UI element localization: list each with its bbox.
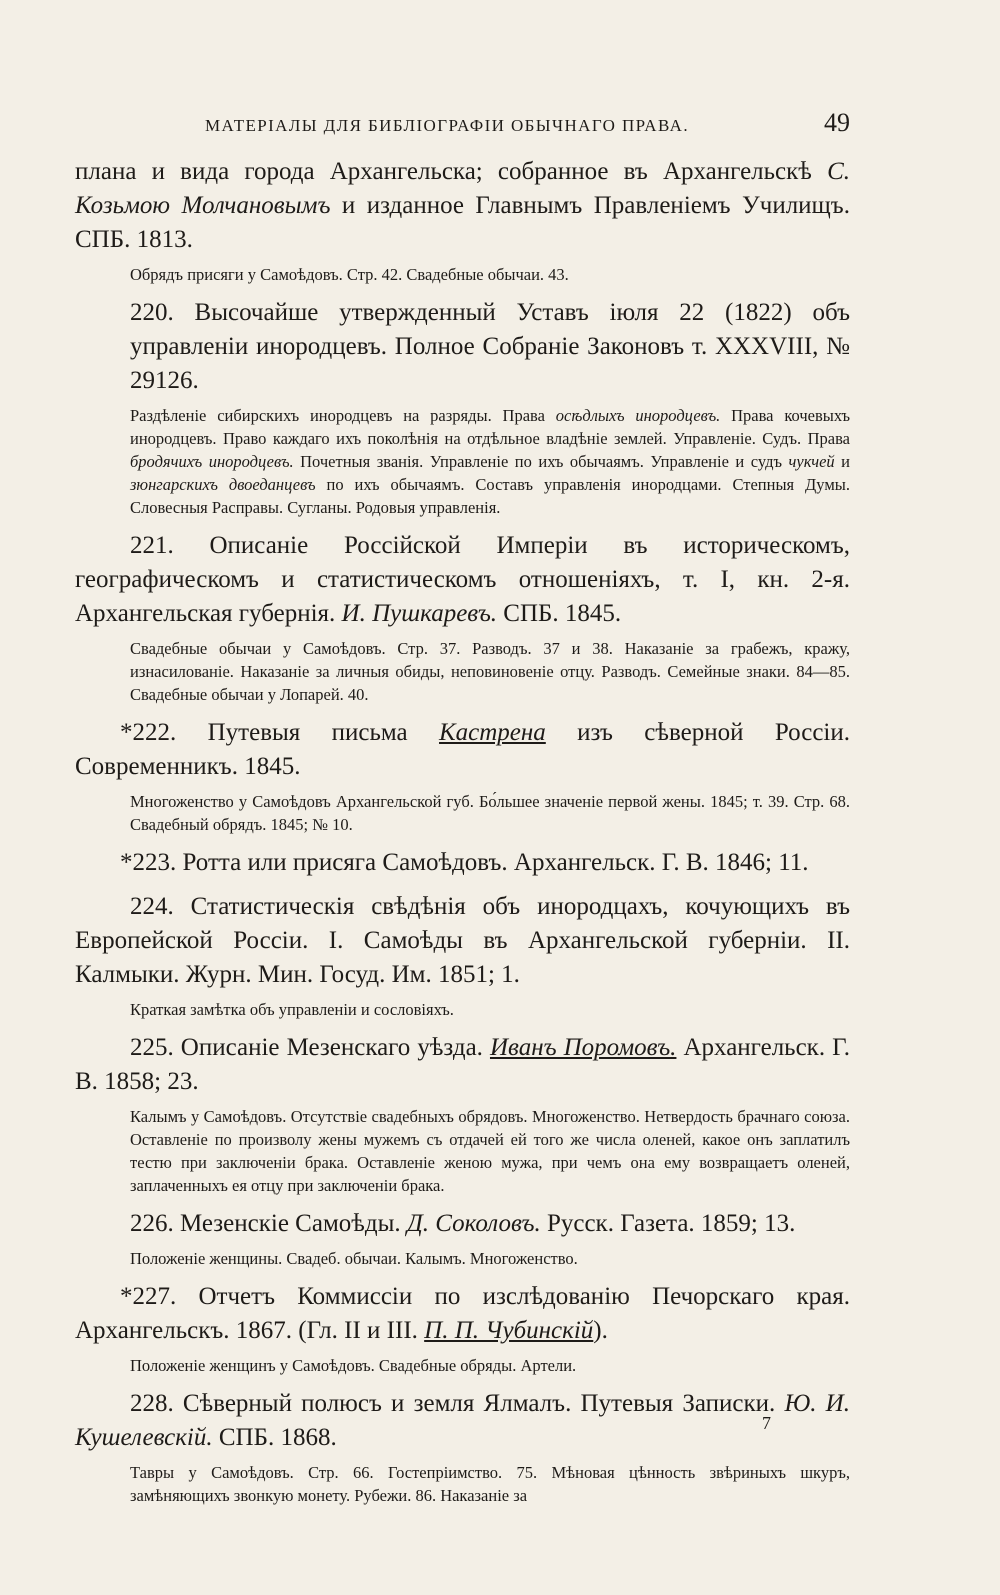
citation-text: 221. Описаніе Россійской Имперіи въ историческомъ, географическомъ и статистическомъ отношеніяхъ, т. I, кн. 2-я. Архангельская губернія. bbox=[75, 532, 850, 627]
entry-citation bbox=[75, 716, 850, 784]
citation-text: *227. Отчетъ Коммиссіи по изслѣдованію Печорскаго края. Архангельскъ. 1867. (Гл. II и III. bbox=[75, 1283, 850, 1344]
page-number: 49 bbox=[824, 108, 850, 137]
note-italic: зюнгарскихъ двоеданцевъ bbox=[130, 475, 316, 494]
citation-text: 225. Описаніе Мезенскаго уѣзда. bbox=[130, 1034, 490, 1061]
entry-citation bbox=[75, 155, 850, 257]
entry-citation bbox=[75, 1387, 850, 1455]
citation-text: ). bbox=[593, 1317, 608, 1344]
entry-221 bbox=[75, 529, 850, 706]
note-text: и bbox=[834, 452, 850, 471]
entry-citation: 220. Высочайше утвержденный Уставъ іюля 22 (1822) объ управленіи инородцевъ. Полное Собраніе Законовъ т. XXXVIII, № 29126. bbox=[130, 299, 850, 394]
page-body bbox=[75, 155, 850, 1517]
entry-223 bbox=[75, 846, 850, 880]
note-text: по ихъ обычаямъ. Составъ управленія инородцами. Степныя Думы. Словесныя Расправы. Сугланы. Родовыя управленія. bbox=[130, 475, 850, 517]
entry-citation bbox=[75, 529, 850, 631]
entry-note: Калымъ у Самоѣдовъ. Отсутствіе свадебныхъ обрядовъ. Многоженство. Нетвердость брачнаго союза. Оставленіе по произволу жены мужемъ съ отдачей ей того же числа оленей, какое онъ заплатилъ тестю при заключеніи брака. Оставленіе женою мужа, при чемъ она ему возвращаетъ оленей, заплаченныхъ ея отцу при заключеніи брака. bbox=[130, 1107, 850, 1195]
entry-citation bbox=[75, 1280, 850, 1348]
entry-note: Тавры у Самоѣдовъ. Стр. 66. Гостепріимство. 75. Мѣновая цѣнность звѣриныхъ шкуръ, замѣняющихъ звонкую монету. Рубежи. 86. Наказаніе за bbox=[130, 1463, 850, 1505]
signature-mark: 7 bbox=[762, 1413, 771, 1433]
citation-author: Ю. И. Кушелевскій. bbox=[75, 1390, 850, 1451]
note-italic: чукчей bbox=[788, 452, 835, 471]
entry-225 bbox=[75, 1031, 850, 1197]
entry-note: Краткая замѣтка объ управленіи и сословіяхъ. bbox=[130, 1000, 454, 1019]
citation-author: И. Пушкаревъ. bbox=[341, 600, 498, 627]
entry-note: Обрядъ присяги у Самоѣдовъ. Стр. 42. Свадебные обычаи. 43. bbox=[130, 265, 569, 284]
entry-note: Свадебные обычаи у Самоѣдовъ. Стр. 37. Разводъ. 37 и 38. Наказаніе за грабежъ, кражу, изнасилованіе. Наказаніе за личныя обиды, неповиновеніе отцу. Разводъ. Семейные знаки. 84—85. Свадебные обычаи у Лопарей. 40. bbox=[130, 639, 850, 704]
entry-note bbox=[130, 404, 850, 519]
entry-note: Многоженство у Самоѣдовъ Архангельской губ. Бо́льшее значеніе первой жены. 1845; т. 39. Стр. 68. Свадебный обрядъ. 1845; № 10. bbox=[130, 792, 850, 834]
running-head: МАТЕРІАЛЫ ДЛЯ БИБЛІОГРАФІИ ОБЫЧНАГО ПРАВА. bbox=[205, 116, 689, 135]
note-text: Почетныя званія. Управленіе по ихъ обычаямъ. Управленіе и судъ bbox=[293, 452, 789, 471]
entry-226 bbox=[75, 1207, 850, 1270]
entry-citation: *223. Ротта или присяга Самоѣдовъ. Архангельск. Г. В. 1846; 11. bbox=[120, 849, 809, 876]
entry-note: Положеніе женщины. Свадеб. обычаи. Калымъ. Многоженство. bbox=[130, 1249, 578, 1268]
citation-text: Архангельск. Г. В. 1858; 23. bbox=[75, 1034, 850, 1095]
citation-text: плана и вида города Архангельска; собранное въ Архангельскѣ bbox=[75, 158, 828, 185]
entry-note: Положеніе женщинъ у Самоѣдовъ. Свадебные обряды. Артели. bbox=[130, 1356, 577, 1375]
entry-220 bbox=[75, 296, 850, 519]
citation-text: изъ сѣверной Россіи. Современникъ. 1845. bbox=[75, 719, 850, 780]
entry-citation bbox=[75, 1031, 850, 1099]
entry-continued bbox=[75, 155, 850, 286]
entry-224 bbox=[75, 890, 850, 1021]
citation-text: *222. Путевыя письма bbox=[120, 719, 440, 746]
entry-222 bbox=[75, 716, 850, 836]
citation-author: Д. Соколовъ. bbox=[406, 1210, 541, 1237]
citation-text: и изданное Главнымъ Правленіемъ Училищъ. СПБ. 1813. bbox=[75, 192, 850, 253]
entry-227 bbox=[75, 1280, 850, 1377]
citation-author: С. Козьмою Молчановымъ bbox=[75, 158, 850, 219]
citation-text: СПБ. 1868. bbox=[212, 1424, 337, 1451]
citation-author: П. П. Чубинскій bbox=[424, 1317, 594, 1344]
citation-text: СПБ. 1845. bbox=[497, 600, 622, 627]
entry-228 bbox=[75, 1387, 850, 1507]
citation-text: 228. Сѣверный полюсъ и земля Ялмалъ. Путевыя Записки. bbox=[130, 1390, 785, 1417]
note-text: Раздѣленіе сибирскихъ инородцевъ на разряды. Права bbox=[130, 406, 556, 425]
page-header bbox=[205, 108, 850, 144]
citation-author: Иванъ Поромовъ. bbox=[489, 1034, 677, 1061]
citation-text: 226. Мезенскіе Самоѣды. bbox=[130, 1210, 407, 1237]
citation-text: Русск. Газета. 1859; 13. bbox=[540, 1210, 796, 1237]
citation-author: Кастрена bbox=[439, 719, 546, 746]
note-text: Права кочевыхъ инородцевъ. Право каждаго ихъ поколѣнія на отдѣльное владѣніе землей. Управленіе. Судъ. Права bbox=[130, 406, 850, 448]
entry-citation: 224. Статистическія свѣдѣнія объ инородцахъ, кочующихъ въ Европейской Россіи. I. Самоѣды въ Архангельской губерніи. II. Калмыки. Журн. Мин. Госуд. Им. 1851; 1. bbox=[75, 893, 850, 988]
note-italic: бродячихъ инородцевъ. bbox=[130, 452, 294, 471]
note-italic: осѣдлыхъ инородцевъ. bbox=[555, 406, 721, 425]
entry-citation bbox=[75, 1207, 850, 1241]
